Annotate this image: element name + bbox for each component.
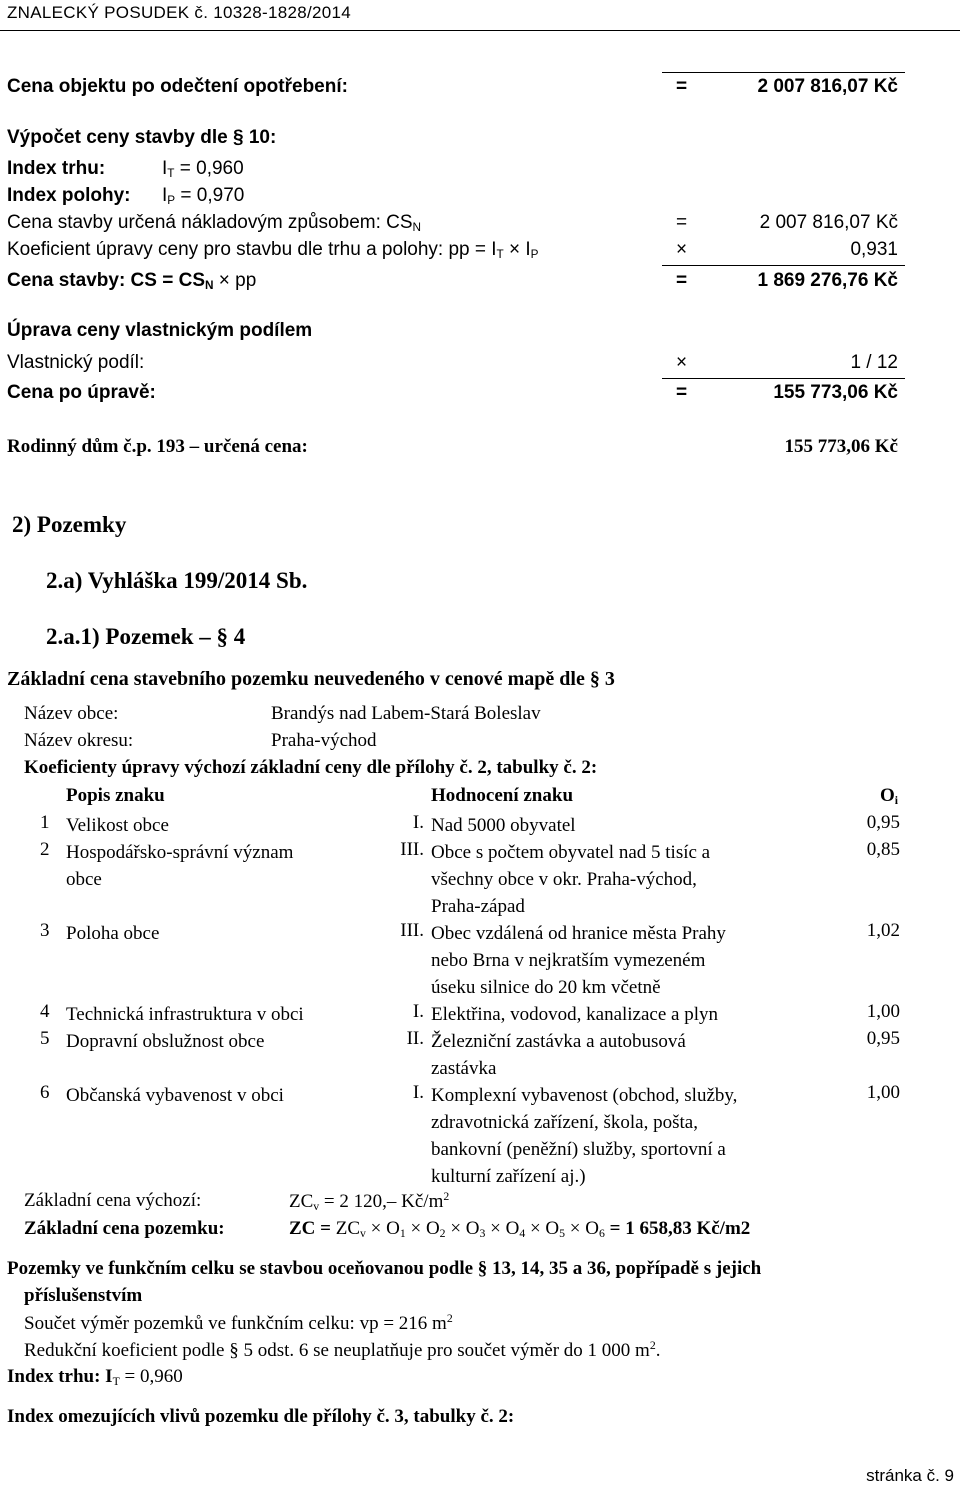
koeficienty-title: Koeficienty úpravy výchozí základní ceny dle přílohy č. 2, tabulky č. 2:	[24, 757, 598, 778]
sum-rule-3	[662, 378, 905, 379]
rd-label: Rodinný dům č.p. 193 – určená cena:	[7, 436, 308, 457]
vypocet-title: Výpočet ceny stavby dle § 10:	[7, 127, 277, 148]
table-row-description	[431, 1082, 737, 1190]
table-row-coefficient: 1,00	[866, 1001, 900, 1022]
table-row-rating: I.	[412, 812, 424, 833]
uprava-title: Úprava ceny vlastnickým podílem	[7, 320, 313, 341]
table-row-description	[431, 812, 576, 839]
podil-value: 1 / 12	[850, 352, 898, 373]
table-row-rating: II.	[406, 1028, 424, 1049]
table-row-name-line: Technická infrastruktura v obci	[66, 1004, 304, 1025]
table-row-description-line: Obce s počtem obyvatel nad 5 tisíc a	[431, 842, 711, 863]
podil-op: ×	[676, 352, 688, 373]
table-row-number: 1	[40, 812, 50, 833]
table-row-number: 6	[40, 1082, 50, 1103]
table-row-name-line: Hospodářsko-správní význam	[66, 842, 294, 863]
table-row-description-line: Elektřina, vodovod, kanalizace a plyn	[431, 1004, 719, 1025]
index-trhu-label: Index trhu:	[7, 158, 106, 179]
index-trhu-value: $I_T = 0,960$	[162, 158, 244, 180]
col-popis-header: Popis znaku	[66, 785, 165, 806]
koef-label: Koeficient úpravy ceny pro stavbu dle trhu a polohy: pp = $I_T \times I_P$	[7, 239, 539, 261]
zc-formula: ZC = $ZC_v \times O_1 \times O_2 \times O_3 \times O_4 \times O_5 \times O_6 = 1$ 658,83 Kč/m2	[289, 1218, 751, 1240]
table-row-number: 3	[40, 920, 50, 941]
table-row-description-line: nebo Brna v nejkratším vymezeném	[431, 950, 706, 971]
cena-objektu-value: 2 007 816,07 Kč	[757, 76, 898, 97]
table-row-name	[66, 1028, 264, 1055]
csn-label: Cena stavby určená nákladovým způsobem: $CS_N$	[7, 212, 422, 234]
table-row-name-line: Občanská vybavenost v obci	[66, 1085, 284, 1106]
col-hodnoceni-header: Hodnocení znaku	[431, 785, 574, 806]
koef-op: ×	[676, 239, 688, 260]
document-header: ZNALECKÝ POSUDEK č. 10328-1828/2014	[7, 3, 352, 22]
table-row-description	[431, 920, 726, 1001]
table-row-description-line: všechny obce v okr. Praha-východ,	[431, 869, 697, 890]
funkcni-title-line2: příslušenstvím	[24, 1285, 143, 1306]
table-row-number: 5	[40, 1028, 50, 1049]
table-row-coefficient: 0,95	[866, 1028, 900, 1049]
koef-value: 0,931	[850, 239, 898, 260]
table-row-description-line: bankovní (peněžní) služby, sportovní a	[431, 1139, 726, 1160]
okres-label: Název okresu:	[24, 730, 134, 751]
table-row-description-line: kulturní zařízení aj.)	[431, 1166, 586, 1187]
table-row-number: 4	[40, 1001, 50, 1022]
table-row-name	[66, 812, 169, 839]
table-row-number: 2	[40, 839, 50, 860]
soucet-vymer: Součet výměr pozemků ve funkčním celku: vp = 216 $m^2$	[24, 1312, 453, 1335]
header-divider	[0, 30, 960, 31]
table-row-description-line: Železniční zastávka a autobusová	[431, 1031, 686, 1052]
cena-objektu-label: Cena objektu po odečtení opotřebení:	[7, 76, 348, 97]
funkcni-title-line1: Pozemky ve funkčním celku se stavbou oceňovanou podle § 13, 14, 35 a 36, popřípadě s jejich	[7, 1258, 762, 1279]
cs-op: =	[676, 270, 688, 291]
sum-rule-2	[662, 265, 905, 266]
section-pozemek-title: 2.a.1) Pozemek – § 4	[46, 624, 246, 649]
table-row-coefficient: 1,00	[866, 1082, 900, 1103]
section-pozemky-title: 2) Pozemky	[12, 512, 127, 537]
csn-op: =	[676, 212, 688, 233]
table-row-coefficient: 0,95	[866, 812, 900, 833]
table-row-rating: I.	[412, 1082, 424, 1103]
page-number: stránka č. 9	[866, 1466, 954, 1485]
table-row-description-line: úseku silnice do 20 km včetně	[431, 977, 661, 998]
table-row-description-line: Obec vzdálená od hranice města Prahy	[431, 923, 726, 944]
cs-value: 1 869 276,76 Kč	[757, 270, 898, 291]
table-row-rating: III.	[400, 839, 424, 860]
table-row-name	[66, 1082, 284, 1109]
redukcni-koeficient: Redukční koeficient podle § 5 odst. 6 se neuplatňuje pro součet výměr do 1 000 $m^2$.	[24, 1339, 661, 1362]
sum-rule-1	[662, 72, 905, 73]
index-trhu-2: Index trhu: $I_T = 0,960$	[7, 1366, 183, 1388]
csn-value: 2 007 816,07 Kč	[759, 212, 898, 233]
index-polohy-value: $I_P = 0,970$	[162, 185, 245, 207]
po-uprave-label: Cena po úpravě:	[7, 382, 156, 403]
table-row-rating: I.	[412, 1001, 424, 1022]
table-row-description-line: zdravotnická zařízení, škola, pošta,	[431, 1112, 698, 1133]
table-row-name	[66, 920, 159, 947]
okres-value: Praha-východ	[271, 730, 377, 751]
table-row-description-line: zastávka	[431, 1058, 497, 1079]
table-row-name-line: Velikost obce	[66, 815, 169, 836]
po-uprave-value: 155 773,06 Kč	[773, 382, 898, 403]
table-row-description	[431, 839, 710, 920]
table-row-name	[66, 1001, 304, 1028]
table-row-description	[431, 1001, 718, 1028]
table-row-coefficient: 1,02	[866, 920, 900, 941]
podil-label: Vlastnický podíl:	[7, 352, 145, 373]
zakladni-cena-title: Základní cena stavebního pozemku neuvedeného v cenové mapě dle § 3	[7, 668, 615, 690]
table-row-coefficient: 0,85	[866, 839, 900, 860]
table-row-name	[66, 839, 293, 893]
rd-value: 155 773,06 Kč	[784, 436, 898, 457]
obec-label: Název obce:	[24, 703, 119, 724]
table-row-description-line: Praha-západ	[431, 896, 525, 917]
cena-objektu-op: =	[676, 76, 688, 97]
table-row-description	[431, 1028, 686, 1082]
table-row-name-line: Dopravní obslužnost obce	[66, 1031, 265, 1052]
col-oi-header: $O_i$	[879, 785, 898, 807]
zc-label: Základní cena pozemku:	[24, 1218, 225, 1239]
cs-label: Cena stavby: CS = $CS_N$ × pp	[7, 270, 257, 292]
table-row-description-line: Komplexní vybavenost (obchod, služby,	[431, 1085, 738, 1106]
index-omezujicich-title: Index omezujících vlivů pozemku dle přílohy č. 3, tabulky č. 2:	[7, 1406, 515, 1427]
obec-value: Brandýs nad Labem-Stará Boleslav	[271, 703, 541, 724]
table-row-name-line: obce	[66, 869, 102, 890]
table-row-description-line: Nad 5000 obyvatel	[431, 815, 576, 836]
zcv-value: $ZC_v = 2$ 120,– $Kč/m^2$	[289, 1190, 450, 1213]
table-row-rating: III.	[400, 920, 424, 941]
section-vyhlaska-title: 2.a) Vyhláška 199/2014 Sb.	[46, 568, 308, 593]
zcv-label: Základní cena výchozí:	[24, 1190, 202, 1211]
index-polohy-label: Index polohy:	[7, 185, 131, 206]
table-row-name-line: Poloha obce	[66, 923, 160, 944]
po-uprave-op: =	[676, 382, 688, 403]
